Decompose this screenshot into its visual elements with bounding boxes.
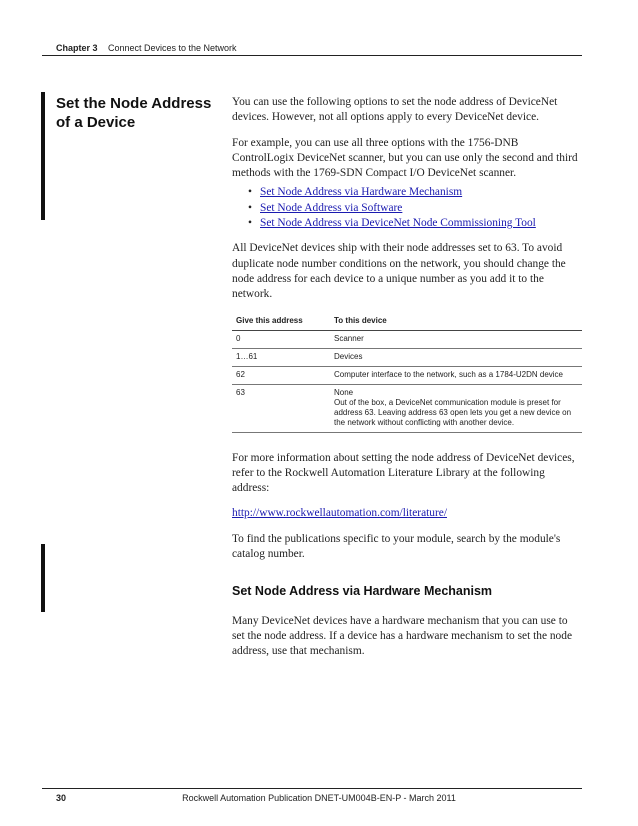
options-list: [232, 185, 582, 231]
device-cell: Computer interface to the network, such as a 1784-U2DN device: [330, 366, 582, 384]
change-bar-top: [41, 92, 45, 220]
link-software[interactable]: Set Node Address via Software: [260, 201, 403, 214]
example-paragraph: For example, you can use all three options with the 1756-DNB ControlLogix DeviceNet scanner, but you can use only the second and third methods with the 1769-SDN Compact I/O DeviceNet scanner.: [232, 136, 578, 180]
page-number: 30: [56, 793, 67, 803]
literature-library-link[interactable]: http://www.rockwellautomation.com/literature/: [232, 507, 447, 520]
change-bar-bottom: [41, 544, 45, 612]
address-cell: 62: [232, 366, 330, 384]
device-value: None: [334, 387, 354, 397]
table-header-row: [232, 313, 582, 331]
column-header-device: To this device: [330, 313, 582, 331]
list-item: [260, 185, 582, 200]
device-cell: Scanner: [330, 330, 582, 348]
address-cell: 0: [232, 330, 330, 348]
section-title: Set the Node Address of a Device: [56, 95, 212, 131]
table-row: [232, 366, 582, 384]
link-hardware-mechanism[interactable]: Set Node Address via Hardware Mechanism: [260, 186, 463, 199]
main-content: [232, 95, 582, 670]
chapter-label: Chapter 3: [56, 43, 98, 53]
address-table: [232, 313, 582, 433]
address-cell: 63: [232, 384, 330, 432]
shipping-note-paragraph: All DeviceNet devices ship with their node addresses set to 63. To avoid duplicate node number conditions on the network, you should change the node address for each device to a unique number as you add it to the network.: [232, 242, 566, 301]
device-cell: [330, 384, 582, 432]
table-row: [232, 348, 582, 366]
device-note: Out of the box, a DeviceNet communication module is preset for address 63. Leaving address 63 open lets you get a new device on the network without conflicting with another device.: [334, 397, 572, 427]
more-info-paragraph: For more information about setting the node address of DeviceNet devices, refer to the Rockwell Automation Literature Library at the following address:: [232, 451, 575, 495]
header-rule: [42, 55, 582, 56]
intro-paragraph: You can use the following options to set the node address of DeviceNet devices. However, not all options apply to every DeviceNet device.: [232, 96, 558, 124]
publication-info: Rockwell Automation Publication DNET-UM004B-EN-P - March 2011: [182, 793, 456, 803]
footer-rule: [42, 788, 582, 789]
subsection-body: Many DeviceNet devices have a hardware mechanism that you can use to set the node address. If a device has a hardware mechanism to set the node address, use that mechanism.: [232, 614, 573, 658]
list-item: [260, 201, 582, 216]
chapter-title: Connect Devices to the Network: [108, 43, 237, 53]
column-header-address: Give this address: [232, 313, 330, 331]
table-row: [232, 330, 582, 348]
subsection-title: Set Node Address via Hardware Mechanism: [232, 584, 493, 599]
address-cell: 1…61: [232, 348, 330, 366]
list-item: [260, 216, 582, 231]
device-cell: Devices: [330, 348, 582, 366]
link-commissioning-tool[interactable]: Set Node Address via DeviceNet Node Commissioning Tool: [260, 217, 536, 230]
find-publications-paragraph: To find the publications specific to your module, search by the module's catalog number.: [232, 532, 561, 561]
table-row: [232, 384, 582, 432]
